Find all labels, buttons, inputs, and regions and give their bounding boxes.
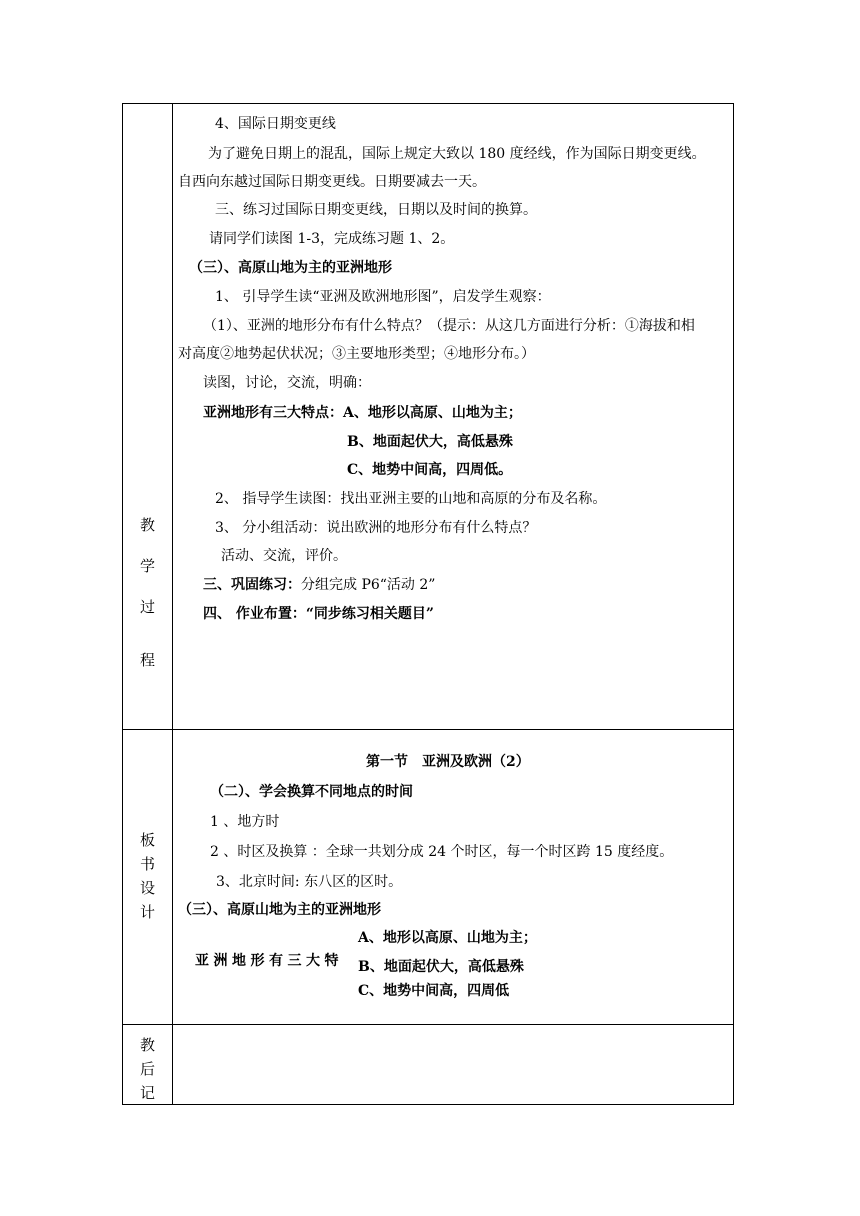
label-char: 书: [139, 855, 155, 873]
section-heading: （三）、高原山地为主的亚洲地形: [178, 902, 381, 918]
label-char: 计: [139, 903, 155, 921]
bold-line: 亚洲地形有三大特: [195, 953, 343, 969]
label-char: 程: [139, 651, 155, 669]
text-line: 3、 分小组活动：说出欧洲的地形分布有什么特点？: [215, 520, 537, 536]
label-char: 过: [139, 598, 155, 616]
teaching-process-content: [173, 104, 733, 729]
label-char: 设: [139, 879, 155, 897]
board-design-label: [123, 729, 173, 1024]
label-char: 后: [139, 1060, 155, 1078]
bold-line: B、地面起伏大，高低悬殊: [347, 434, 513, 450]
bold-line: B、地面起伏大，高低悬殊: [358, 959, 524, 975]
lesson-plan-table: [122, 103, 734, 1105]
label-char: 学: [139, 557, 155, 575]
text-line: 1、 引导学生读“亚洲及欧洲地形图”，启发学生观察：: [215, 289, 551, 305]
text-line: 活动、交流，评价。: [221, 548, 347, 564]
label-char: 记: [139, 1084, 155, 1102]
text-line: （1）、亚洲的地形分布有什么特点？（提示：从这几方面进行分析：①海拔和相: [203, 318, 695, 334]
text-line: 1 、地方时: [210, 814, 280, 830]
label-char: 教: [139, 1036, 155, 1054]
bold-line: C、地势中间高，四周低: [358, 983, 510, 999]
teaching-process-label: [123, 104, 173, 729]
board-design-content: [173, 729, 733, 1024]
homework-line: 四、 作业布置：“同步练习相关题目”: [203, 606, 434, 622]
text-line: 三、练习过国际日期变更线，日期以及时间的换算。: [215, 202, 537, 218]
text-line: 请同学们读图 1-3，完成练习题 1、2。: [209, 231, 455, 247]
reflection-label: [123, 1024, 173, 1104]
bold-line: 亚洲地形有三大特点：A、地形以高原、山地为主；: [203, 405, 522, 421]
section-heading: （三）、高原山地为主的亚洲地形: [189, 260, 392, 276]
reflection-content: [173, 1024, 733, 1104]
bold-line: C、地势中间高，四周低。: [347, 462, 513, 478]
board-title: 第一节 亚洲及欧洲（2）: [366, 754, 530, 770]
text-line: 读图，讨论，交流，明确：: [203, 375, 371, 391]
board-design-row: [123, 729, 733, 1025]
bold-line: A、地形以高原、山地为主；: [358, 930, 537, 946]
exercise-text: 分组完成 P6“活动 2”: [301, 577, 436, 593]
label-char: 教: [139, 516, 155, 534]
bold-line: （二）、学会换算不同地点的时间: [210, 784, 413, 800]
text-line: 4、国际日期变更线: [215, 116, 336, 132]
text-line: 对高度②地势起伏状况；③主要地形类型；④地形分布。）: [178, 346, 535, 362]
text-line: 3、北京时间: 东八区的区时。: [216, 874, 403, 890]
exercise-line: [203, 576, 435, 594]
teaching-process-row: [123, 104, 733, 730]
reflection-row: [123, 1024, 733, 1104]
text-line: 2、 指导学生读图：找出亚洲主要的山地和高原的分布及名称。: [215, 491, 607, 507]
exercise-label: 三、巩固练习：: [203, 577, 301, 593]
text-line: 自西向东越过国际日期变更线。日期要减去一天。: [178, 174, 486, 190]
text-line: 2 、时区及换算 ：全球一共划分成 24 个时区，每一个时区跨 15 度经度。: [210, 844, 674, 860]
text-line: 为了避免日期上的混乱，国际上规定大致以 180 度经线，作为国际日期变更线。: [208, 146, 706, 162]
label-char: 板: [139, 831, 155, 849]
